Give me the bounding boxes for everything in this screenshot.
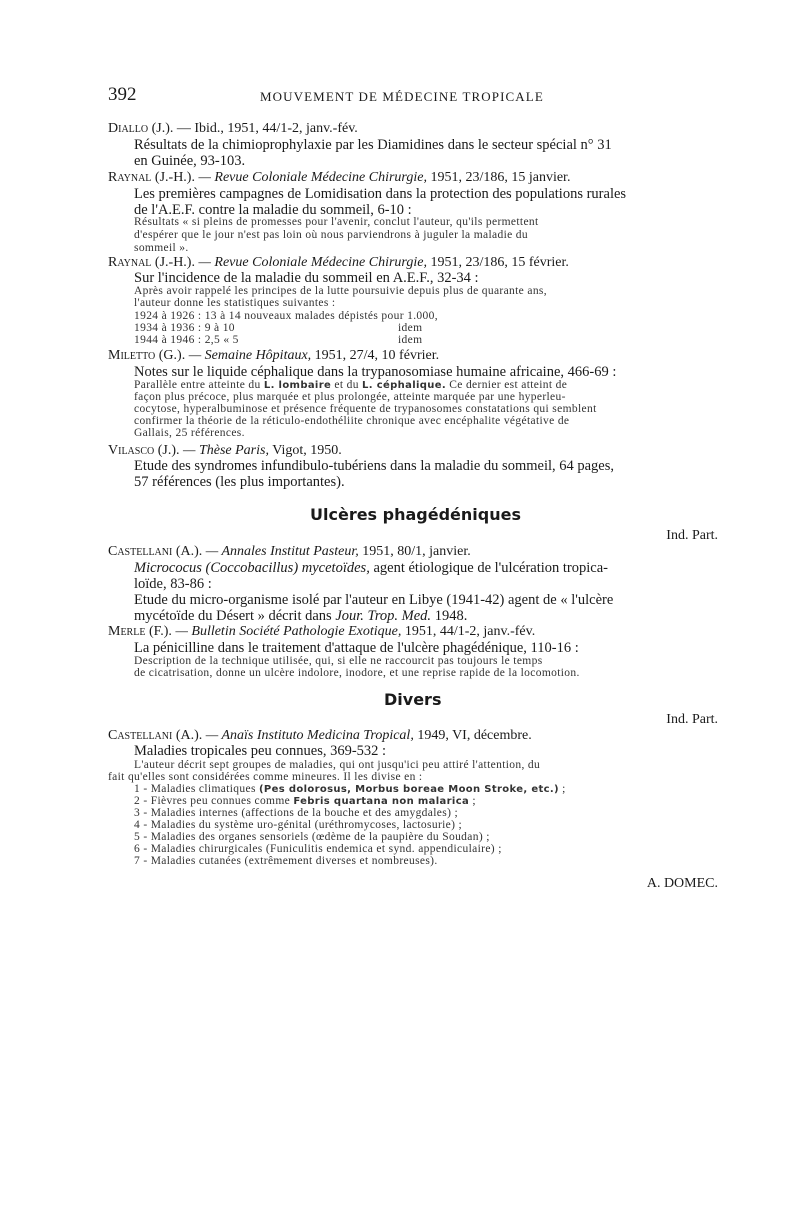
journal: — Semaine Hôpitaux, xyxy=(185,348,312,363)
text: et du xyxy=(331,379,363,391)
journal: — Bulletin Société Pathologie Exotique, xyxy=(171,624,402,639)
author: Castellani (A.). xyxy=(108,544,203,559)
reference-miletto xyxy=(108,348,439,364)
abstract-line: Gallais, 25 références. xyxy=(134,427,245,439)
disease-names: Febris quartana non malarica xyxy=(293,796,470,807)
list-item: 5 - Maladies des organes sensoriels (œdème de la paupière du Soudan) ; xyxy=(134,831,490,843)
title-line: Résultats de la chimioprophylaxie par les Diamidines dans le secteur spécial n° 31 xyxy=(134,137,612,153)
title-line: en Guinée, 93-103. xyxy=(134,153,246,169)
text: 1948. xyxy=(431,608,468,624)
list-item xyxy=(134,783,566,795)
organism-name: Micrococus (Coccobacillus) mycetoïdes, xyxy=(134,560,370,576)
details: 1951, 44/1-2, janv.-fév. xyxy=(401,624,536,639)
section-heading-divers: Divers xyxy=(384,690,442,709)
text: 2 - Fièvres peu connues comme xyxy=(134,795,294,807)
list-item: 4 - Maladies du système uro-génital (uréthromycoses, lactosurie) ; xyxy=(134,819,463,831)
page-header xyxy=(108,84,718,108)
disease-names: (Pes dolorosus, Morbus boreae Moon Stroke, etc.) xyxy=(259,784,559,795)
stat-line: 1944 à 1946 : 2,5 « 5 xyxy=(134,334,239,346)
list-item: 7 - Maladies cutanées (extrêmement diverses et nombreuses). xyxy=(134,855,438,867)
text: agent étiologique de l'ulcération tropica- xyxy=(369,560,608,576)
author: Merle (F.). xyxy=(108,624,172,639)
title-line: Notes sur le liquide céphalique dans la trypanosomiase humaine africaine, 466-69 : xyxy=(134,364,617,380)
title-line: de l'A.E.F. contre la maladie du sommeil, 6-10 : xyxy=(134,202,412,218)
term-cephalique: L. céphalique. xyxy=(362,380,447,391)
abstract-line: fait qu'elles sont considérées comme mineures. Il les divise en : xyxy=(108,771,423,783)
reference-diallo xyxy=(108,121,358,137)
text: mycétoïde du Désert » décrit dans xyxy=(134,608,336,624)
abstract-line: de cicatrisation, donne un ulcère indolore, inodore, et une reprise rapide de la locomotion. xyxy=(134,667,580,679)
journal: — Revue Coloniale Médecine Chirurgie, xyxy=(194,255,427,270)
list-item xyxy=(134,795,476,807)
author: Raynal (J.-H.). xyxy=(108,255,195,270)
abstract-line: façon plus précoce, plus marquée et plus prolongée, atteinte marquée par une hyperleu- xyxy=(134,391,566,403)
title-line: La pénicilline dans le traitement d'attaque de l'ulcère phagédénique, 110-16 : xyxy=(134,640,579,656)
reference-merle xyxy=(108,624,535,640)
details: 1951, 23/186, 15 février. xyxy=(426,255,569,270)
author: Miletto (G.). xyxy=(108,348,186,363)
text: ; xyxy=(558,783,566,795)
stat-idem: idem xyxy=(398,322,423,334)
abstract-line: cocytose, hyperalbuminose et présence fréquente de trypanosomes constatations qui semblent xyxy=(134,403,597,415)
abstract-line: Description de la technique utilisée, qui, si elle ne raccourcit pas toujours le temps xyxy=(134,655,543,667)
page-number: 392 xyxy=(108,84,137,105)
title-line xyxy=(134,560,608,577)
title-line: Etude des syndromes infundibulo-tubériens dans la maladie du sommeil, 64 pages, xyxy=(134,458,615,474)
journal-ref: Jour. Trop. Med. xyxy=(335,608,432,624)
details: Vigot, 1950. xyxy=(268,443,342,458)
abstract-line: sommeil ». xyxy=(134,242,189,254)
signature: A. DOMEC. xyxy=(646,876,718,891)
stat-line: 1934 à 1936 : 9 à 10 xyxy=(134,322,235,334)
title-line: Etude du micro-organisme isolé par l'auteur en Libye (1941-42) agent de « l'ulcère xyxy=(134,592,614,608)
reference-raynal-2 xyxy=(108,255,569,271)
title-line: 57 références (les plus importantes). xyxy=(134,474,345,490)
citation: — Ibid., 1951, 44/1-2, janv.-fév. xyxy=(173,121,358,136)
stat-line: 1924 à 1926 : 13 à 14 nouveaux malades dépistés pour 1.000, xyxy=(134,310,438,322)
journal: — Thèse Paris, xyxy=(179,443,269,458)
author: Raynal (J.-H.). xyxy=(108,170,195,185)
text: Ce dernier est atteint de xyxy=(446,379,568,391)
journal: — Annales Institut Pasteur, xyxy=(202,544,359,559)
details: 1951, 27/4, 10 février. xyxy=(311,348,440,363)
title-line: Maladies tropicales peu connues, 369-532 : xyxy=(134,743,387,759)
reference-castellani-1 xyxy=(108,544,471,560)
details: 1949, VI, décembre. xyxy=(413,728,532,743)
ind-part-label: Ind. Part. xyxy=(666,712,718,727)
abstract-line: Résultats « si pleins de promesses pour l'avenir, conclut l'auteur, qu'ils permettent xyxy=(134,216,539,228)
title-line xyxy=(134,608,467,625)
text: Parallèle entre atteinte du xyxy=(134,379,264,391)
reference-raynal-1 xyxy=(108,170,570,186)
abstract-line: Après avoir rappelé les principes de la lutte poursuivie depuis plus de quarante ans, xyxy=(134,285,547,297)
details: 1951, 80/1, janvier. xyxy=(358,544,471,559)
title-line: loïde, 83-86 : xyxy=(134,576,212,592)
title-line: Sur l'incidence de la maladie du sommeil en A.E.F., 32-34 : xyxy=(134,270,479,286)
section-heading-ulceres: Ulcères phagédéniques xyxy=(310,505,521,524)
abstract-line: d'espérer que le jour n'est pas loin où nous parviendrons à juguler la maladie du xyxy=(134,229,529,241)
ind-part-label: Ind. Part. xyxy=(666,528,718,543)
author: Vilasco (J.). xyxy=(108,443,180,458)
text: ; xyxy=(469,795,476,807)
list-item: 3 - Maladies internes (affections de la bouche et des amygdales) ; xyxy=(134,807,459,819)
reference-vilasco xyxy=(108,443,342,459)
list-item: 6 - Maladies chirurgicales (Funiculitis endemica et synd. appendiculaire) ; xyxy=(134,843,502,855)
abstract-line: L'auteur décrit sept groupes de maladies, qui ont jusqu'ici peu attiré l'attention, du xyxy=(134,759,541,771)
journal: — Anaïs Instituto Medicina Tropical, xyxy=(202,728,414,743)
details: 1951, 23/186, 15 janvier. xyxy=(426,170,571,185)
stat-idem: idem xyxy=(398,334,423,346)
abstract-line xyxy=(134,379,567,391)
author: Diallo (J.). xyxy=(108,121,174,136)
abstract-line: l'auteur donne les statistiques suivantes : xyxy=(134,297,336,309)
text: 1 - Maladies climatiques xyxy=(134,783,259,795)
abstract-line: confirmer la théorie de la réticulo-endothéliite chronique avec encéphalite végétative de xyxy=(134,415,570,427)
title-line: Les premières campagnes de Lomidisation dans la protection des populations rurales xyxy=(134,186,627,202)
reference-castellani-2 xyxy=(108,728,532,744)
journal: — Revue Coloniale Médecine Chirurgie, xyxy=(194,170,427,185)
running-title: MOUVEMENT DE MÉDECINE TROPICALE xyxy=(260,89,544,104)
term-lombaire: L. lombaire xyxy=(263,380,332,391)
author: Castellani (A.). xyxy=(108,728,203,743)
